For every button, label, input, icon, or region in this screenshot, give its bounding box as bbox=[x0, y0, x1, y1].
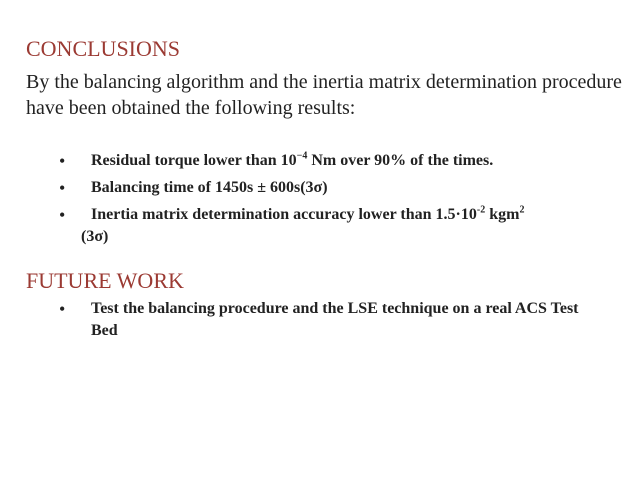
bullet-icon: • bbox=[59, 205, 66, 225]
residual-torque-text-end: Nm over 90% of the times. bbox=[307, 152, 494, 169]
inertia-accuracy-unit-exponent: 2 bbox=[519, 204, 525, 216]
residual-torque-text: Residual torque lower than 10 bbox=[91, 152, 297, 169]
future-work-heading: FUTURE WORK bbox=[26, 268, 184, 293]
bullet-icon: • bbox=[59, 299, 66, 319]
inertia-accuracy-unit: kgm bbox=[485, 206, 520, 223]
residual-torque-exponent: −4 bbox=[296, 150, 308, 162]
list-item-balancing-time bbox=[0, 177, 638, 199]
bullet-icon: • bbox=[59, 151, 66, 171]
conclusions-intro-text: By the balancing algorithm and the inertia matrix determination procedure have been obtained the following results: bbox=[26, 71, 622, 119]
inertia-accuracy-text: Inertia matrix determination accuracy lower than 1.5·10 bbox=[91, 206, 477, 223]
list-item-residual-torque bbox=[0, 150, 638, 172]
bullet-icon: • bbox=[59, 178, 66, 198]
conclusions-bullet-list bbox=[0, 150, 638, 253]
inertia-accuracy-sigma: (3σ) bbox=[81, 228, 109, 245]
list-item-inertia-accuracy bbox=[0, 204, 638, 248]
test-balancing-text: Test the balancing procedure and the LSE technique on a real ACS Test Bed bbox=[91, 300, 579, 339]
list-item-test-balancing bbox=[0, 298, 638, 342]
balancing-time-text: Balancing time of 1450s ± 600s(3σ) bbox=[91, 179, 328, 196]
conclusions-heading: CONCLUSIONS bbox=[26, 36, 181, 61]
future-work-bullet-list bbox=[0, 298, 638, 342]
inertia-accuracy-exponent: -2 bbox=[476, 204, 486, 216]
